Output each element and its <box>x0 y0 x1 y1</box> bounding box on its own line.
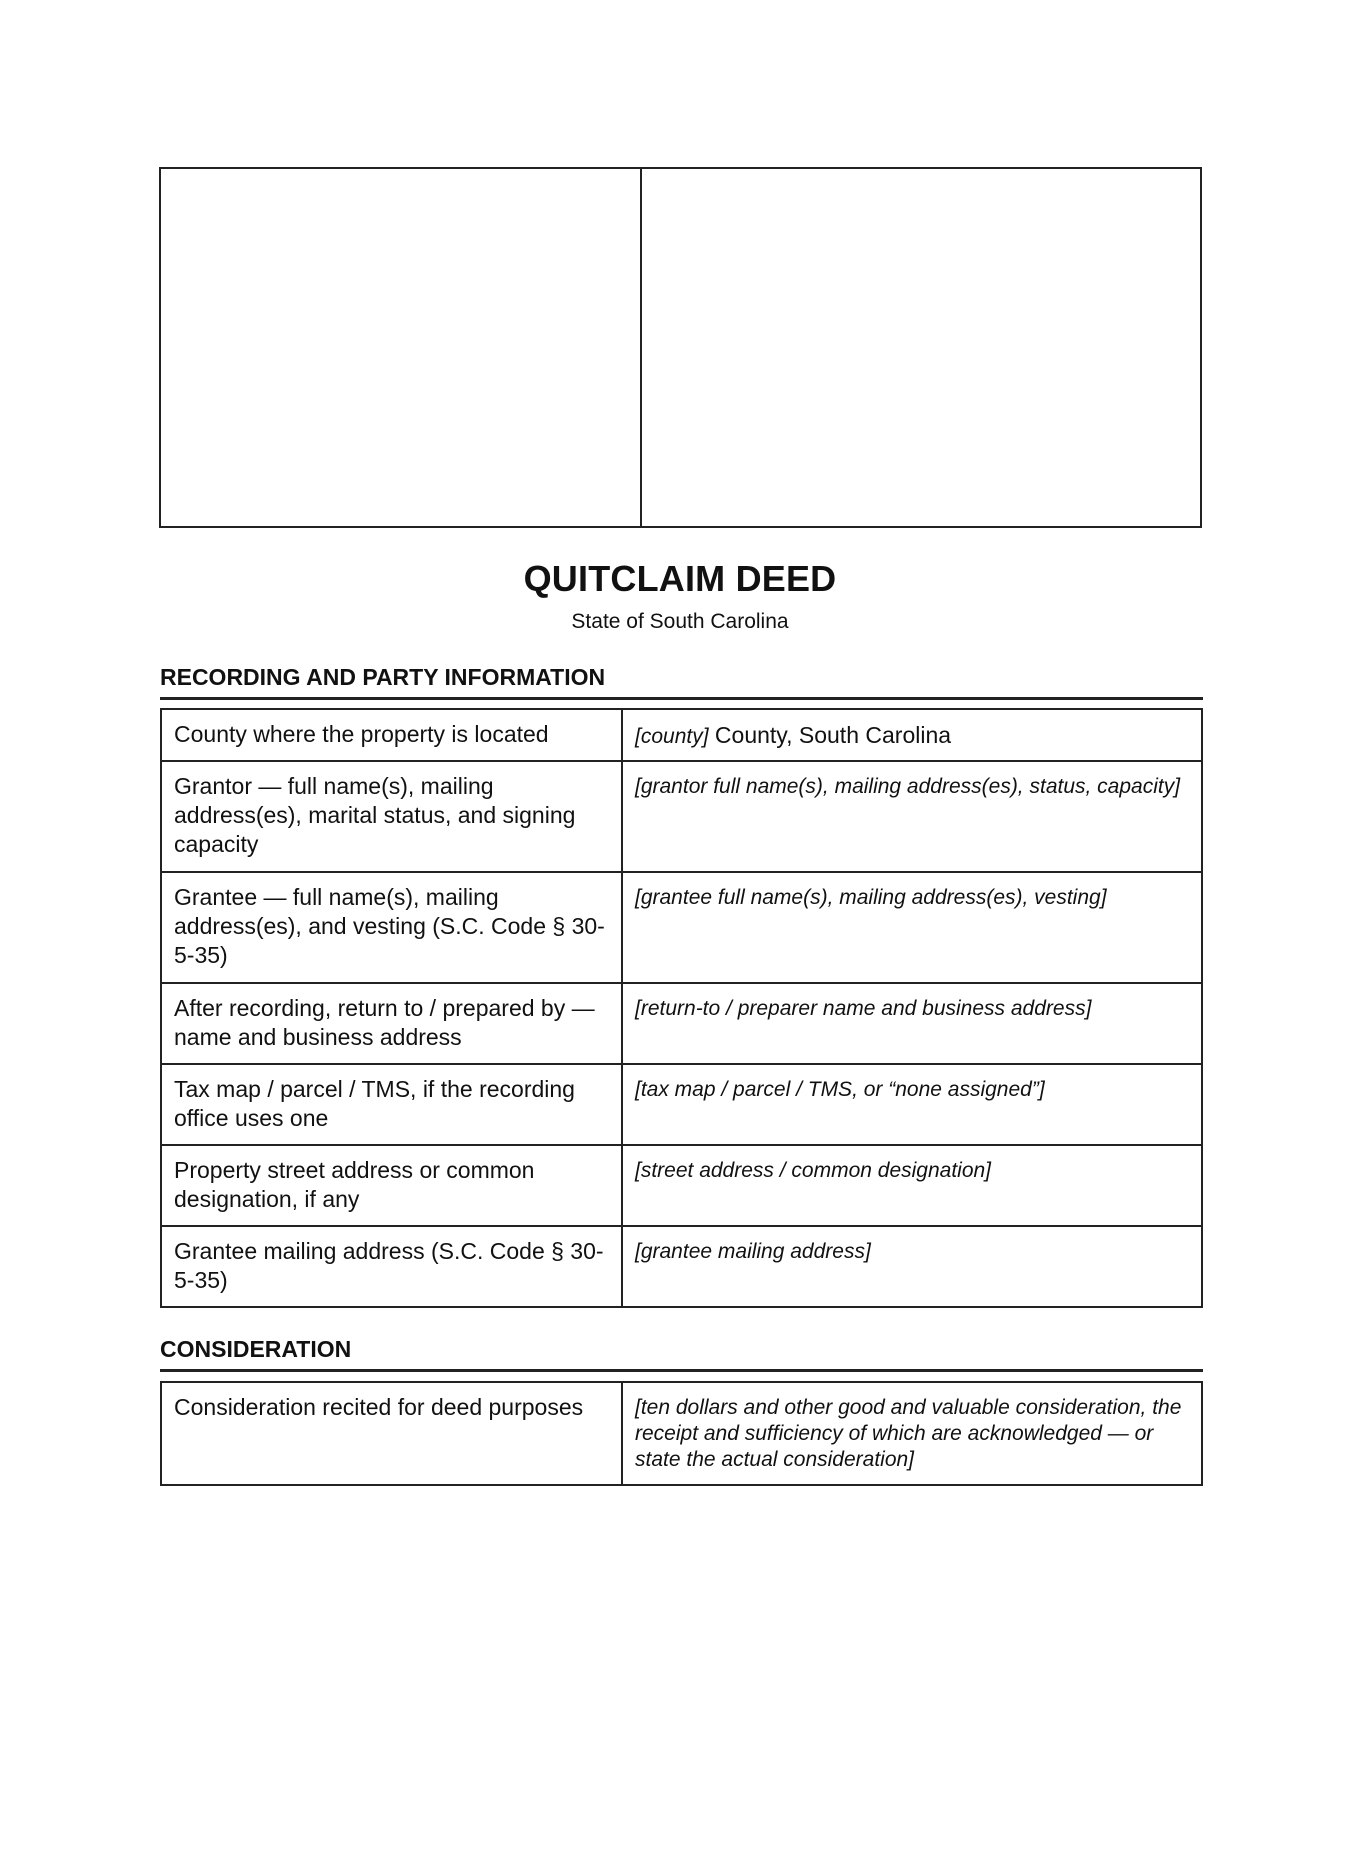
row-value[interactable]: [grantee full name(s), mailing address(es), vesting] <box>622 872 1202 983</box>
value-placeholder: [county] <box>635 725 709 748</box>
table-row <box>161 872 1202 983</box>
section-heading-recording: RECORDING AND PARTY INFORMATION <box>160 664 1203 700</box>
table-row <box>161 983 1202 1064</box>
row-label: Consideration recited for deed purposes <box>161 1382 622 1485</box>
recording-stamp-right-cell <box>642 169 1200 526</box>
row-value[interactable] <box>622 709 1202 761</box>
table-row <box>161 1145 1202 1226</box>
table-row <box>161 1382 1202 1485</box>
table-row <box>161 761 1202 872</box>
row-label: Property street address or common designation, if any <box>161 1145 622 1226</box>
recording-stamp-left-cell <box>161 169 642 526</box>
table-row <box>161 1064 1202 1145</box>
row-label: Tax map / parcel / TMS, if the recording office uses one <box>161 1064 622 1145</box>
row-value[interactable]: [street address / common designation] <box>622 1145 1202 1226</box>
row-value[interactable]: [ten dollars and other good and valuable consideration, the receipt and sufficiency of which are acknowledged — or state the actual consideration] <box>622 1382 1202 1485</box>
row-value[interactable]: [grantor full name(s), mailing address(es), status, capacity] <box>622 761 1202 872</box>
recording-stamp-area <box>159 167 1202 528</box>
row-value[interactable]: [grantee mailing address] <box>622 1226 1202 1307</box>
table-row <box>161 1226 1202 1307</box>
table-row <box>161 709 1202 761</box>
recording-party-table <box>160 708 1203 1308</box>
document-title: QUITCLAIM DEED <box>523 558 837 599</box>
row-label: Grantor — full name(s), mailing address(es), marital status, and signing capacity <box>161 761 622 872</box>
row-label: Grantee mailing address (S.C. Code § 30-5-35) <box>161 1226 622 1307</box>
row-value[interactable]: [return-to / preparer name and business address] <box>622 983 1202 1064</box>
row-label: Grantee — full name(s), mailing address(es), and vesting (S.C. Code § 30-5-35) <box>161 872 622 983</box>
document-subtitle: State of South Carolina <box>571 610 789 633</box>
consideration-table <box>160 1381 1203 1486</box>
value-fixed-text: County, South Carolina <box>708 722 952 748</box>
row-label: After recording, return to / prepared by — name and business address <box>161 983 622 1064</box>
row-label: County where the property is located <box>161 709 622 761</box>
row-value[interactable]: [tax map / parcel / TMS, or “none assigned”] <box>622 1064 1202 1145</box>
section-heading-consideration: CONSIDERATION <box>160 1336 1203 1372</box>
